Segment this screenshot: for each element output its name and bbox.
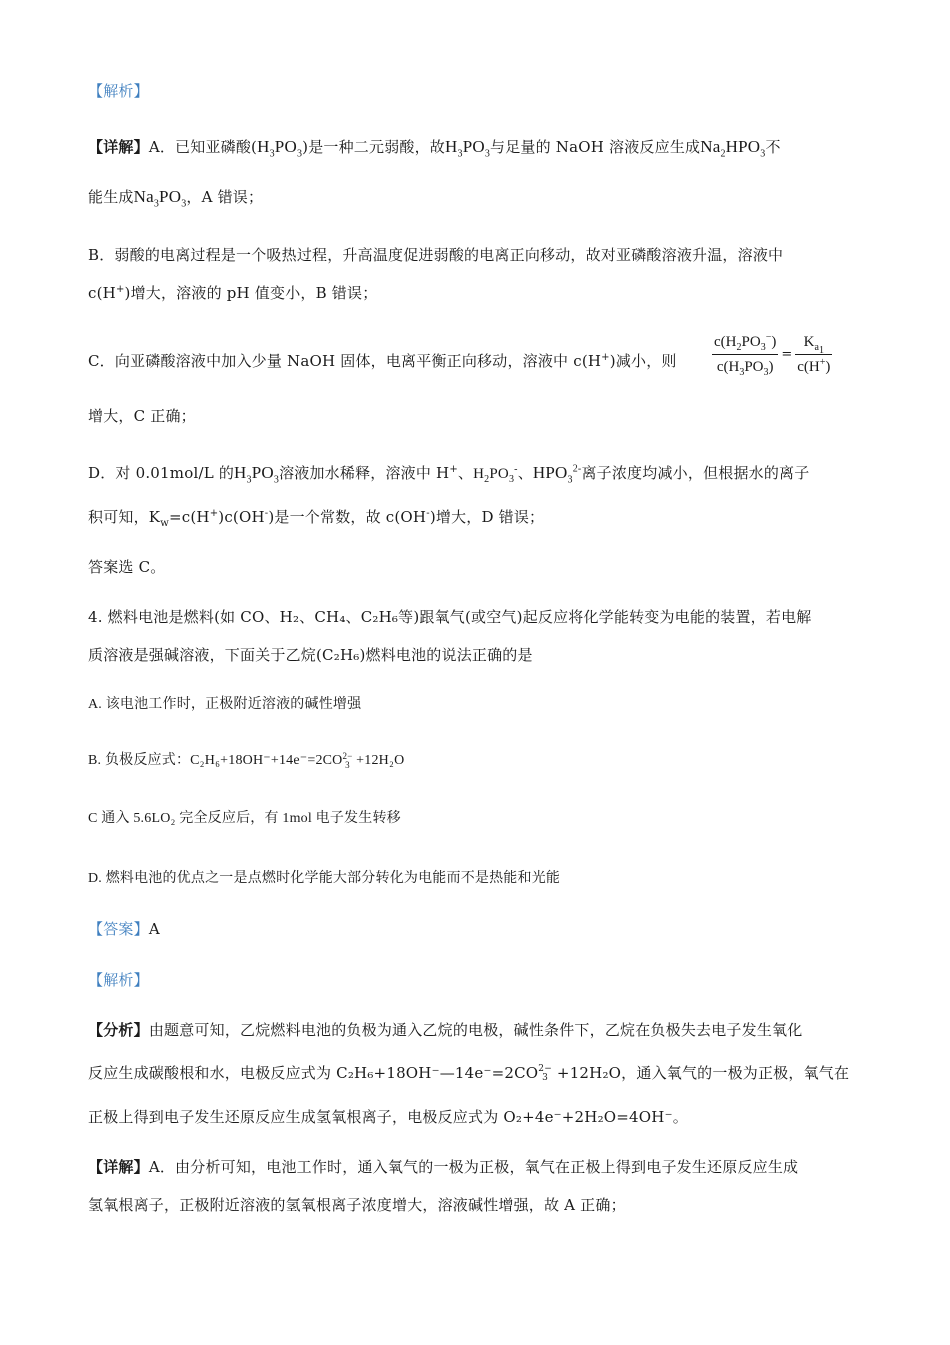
analysis-sub-tag: 【分析】 [88,1021,149,1039]
concentration-ratio: $\frac{c(H_2PO_3^-)}{c(H_3PO_3)}$ [714,332,777,378]
text: 与足量的 NaOH 溶液反应生成 [490,138,701,156]
text: 不 [765,138,781,156]
text: 积可知，K [88,508,161,526]
detail-option-a-line1 [88,136,866,158]
detail-option-d-line2: 积可知，$K_w=c(H^+)c(OH^-)$是一个常数，故 c(OH-)增大，D 错误； [88,508,545,529]
text: 溶液加水稀释，溶液中 H [279,464,450,482]
formula-hpo3: $HPO_3^{2-}$ [532,463,582,486]
text: )是一种二元弱酸，故 [302,138,445,156]
text: 、 [457,464,474,482]
text: =c(H [168,508,210,526]
detail-option-b-line1: B．弱酸的电离过程是一个吸热过程，升高温度促进弱酸的电离正向移动，故对亚磷酸溶液升温，溶液中 [88,246,784,264]
text: 由题意可知，乙烷燃料电池的负极为通入乙烷的电极，碱性条件下，乙烷在负极失去电子发生氧化 [148,1021,803,1039]
option-c: C 通入 5.6LO₂ 完全反应后，有 1mol 电子发生转移 [88,811,401,826]
text: 反应生成碳酸根和水，电极反应式为 C₂H₆+18OH⁻—14e⁻=2CO [88,1064,539,1082]
text: B. 负极反应式：C₂H₆+18OH⁻+14e⁻=2CO [88,753,343,768]
ka-ratio: $\frac{K_{a_1}}{c(H^+)}$ [795,330,832,379]
text: 、 [517,464,533,482]
text: )减小，则 [609,352,677,370]
text: 能生成 [88,188,134,206]
detail-line1 [88,1156,866,1178]
option-b: B. 负极反应式：C₂H₆+18OH⁻+14e⁻=2CO 2− 3 +12H₂O [88,750,405,770]
text: 离子浓度均减小，但根据水的离子 [581,464,810,482]
text: C．向亚磷酸溶液中加入少量 NaOH 固体，电离平衡正向移动，溶液中 c(H [88,352,602,370]
analysis-heading-2 [88,969,866,991]
answer-choice-c: 答案选 C。 [88,558,166,576]
detail-option-c-line2: 增大，C 正确； [88,407,196,425]
answer-line [88,918,866,940]
text: )是一个常数，故 c(OH [268,508,427,526]
analysis-tag: 【解析】 [88,82,149,100]
detail-line2: 氢氧根离子，正极附近溶液的氢氧根离子浓度增大，溶液碱性增强，故 A 正确； [88,1196,626,1214]
question-4-stem-line1: 4. 燃料电池是燃料(如 CO、H₂、CH₄、C₂H₆等)跟氧气(或空气)起反应将化学能转变为电能的装置，若电解 [88,608,812,626]
option-d: D. 燃料电池的优点之一是点燃时化学能大部分转化为电能而不是热能和光能 [88,871,561,886]
detail-option-c-line1: C．向亚磷酸溶液中加入少量 NaOH 固体，电离平衡正向移动，溶液中 c(H+)减小，则 [88,352,677,370]
text: A．由分析可知，电池工作时，通入氧气的一极为正极，氧气在正极上得到电子发生还原反应生成 [148,1158,799,1176]
text: D．对 0.01mol/L 的 [88,464,235,482]
detail-option-a-line2 [88,186,866,208]
formula-h3po3: $H_3PO_3$ [445,137,491,160]
formula-h2po3: $H_2PO_3^-$ [473,464,518,485]
detail-tag: 【详解】 [88,138,149,156]
answer-value: A [148,920,160,938]
formula-na2hpo3: $Na_2HPO_3$ [700,137,766,160]
text: )c(OH [218,508,265,526]
formula-h3po3: $H_3PO_3$ [257,137,303,160]
formula-h3po3: $H_3PO_3$ [234,463,280,486]
text: +12H₂O，通入氧气的一极为正极，氧气在 [551,1064,850,1082]
option-a: A. 该电池工作时，正极附近溶液的碱性增强 [88,697,362,712]
detail-tag: 【详解】 [88,1158,149,1176]
text: ，A 错误； [186,188,264,206]
text: A．已知亚磷酸( [148,138,258,156]
formula-na3po3: $Na_3PO_3$ [133,187,187,210]
detail-option-b-line2: c(H+)增大，溶液的 pH 值变小，B 错误； [88,284,378,302]
analysis-line2: 反应生成碳酸根和水，电极反应式为 C₂H₆+18OH⁻—14e⁻=2CO 2− 3 +12H₂O，通入氧气的一极为正极，氧气在 [88,1064,850,1083]
text: )增大，溶液的 pH 值变小，B 错误； [124,284,378,302]
text: +12H₂O [352,753,405,768]
text: )增大，D 错误； [429,508,545,526]
analysis-line1 [88,1019,866,1041]
analysis-line3: 正极上得到电子发生还原反应生成氢氧根离子，电极反应式为 O₂+4e⁻+2H₂O=4OH⁻。 [88,1108,688,1126]
analysis-tag: 【解析】 [88,971,149,989]
text: c(H [88,284,116,302]
question-4-stem-line2: 质溶液是强碱溶液，下面关于乙烷(C₂H₆)燃料电池的说法正确的是 [88,646,533,664]
answer-tag: 【答案】 [88,920,149,938]
analysis-heading-1 [88,80,866,102]
ratio-formula: $\frac{c(H_2PO_3^-)}{c(H_3PO_3)}$ = $\frac{K_{a_1}}{c(H^+)}$ [714,332,831,378]
detail-option-d-line1: D．对 0.01mol/L 的$H_3PO_3$溶液加水稀释，溶液中 H+、$H_2PO_3^-$、$HPO_3^{2-}$离子浓度均减小，但根据水的离子 [88,463,810,486]
